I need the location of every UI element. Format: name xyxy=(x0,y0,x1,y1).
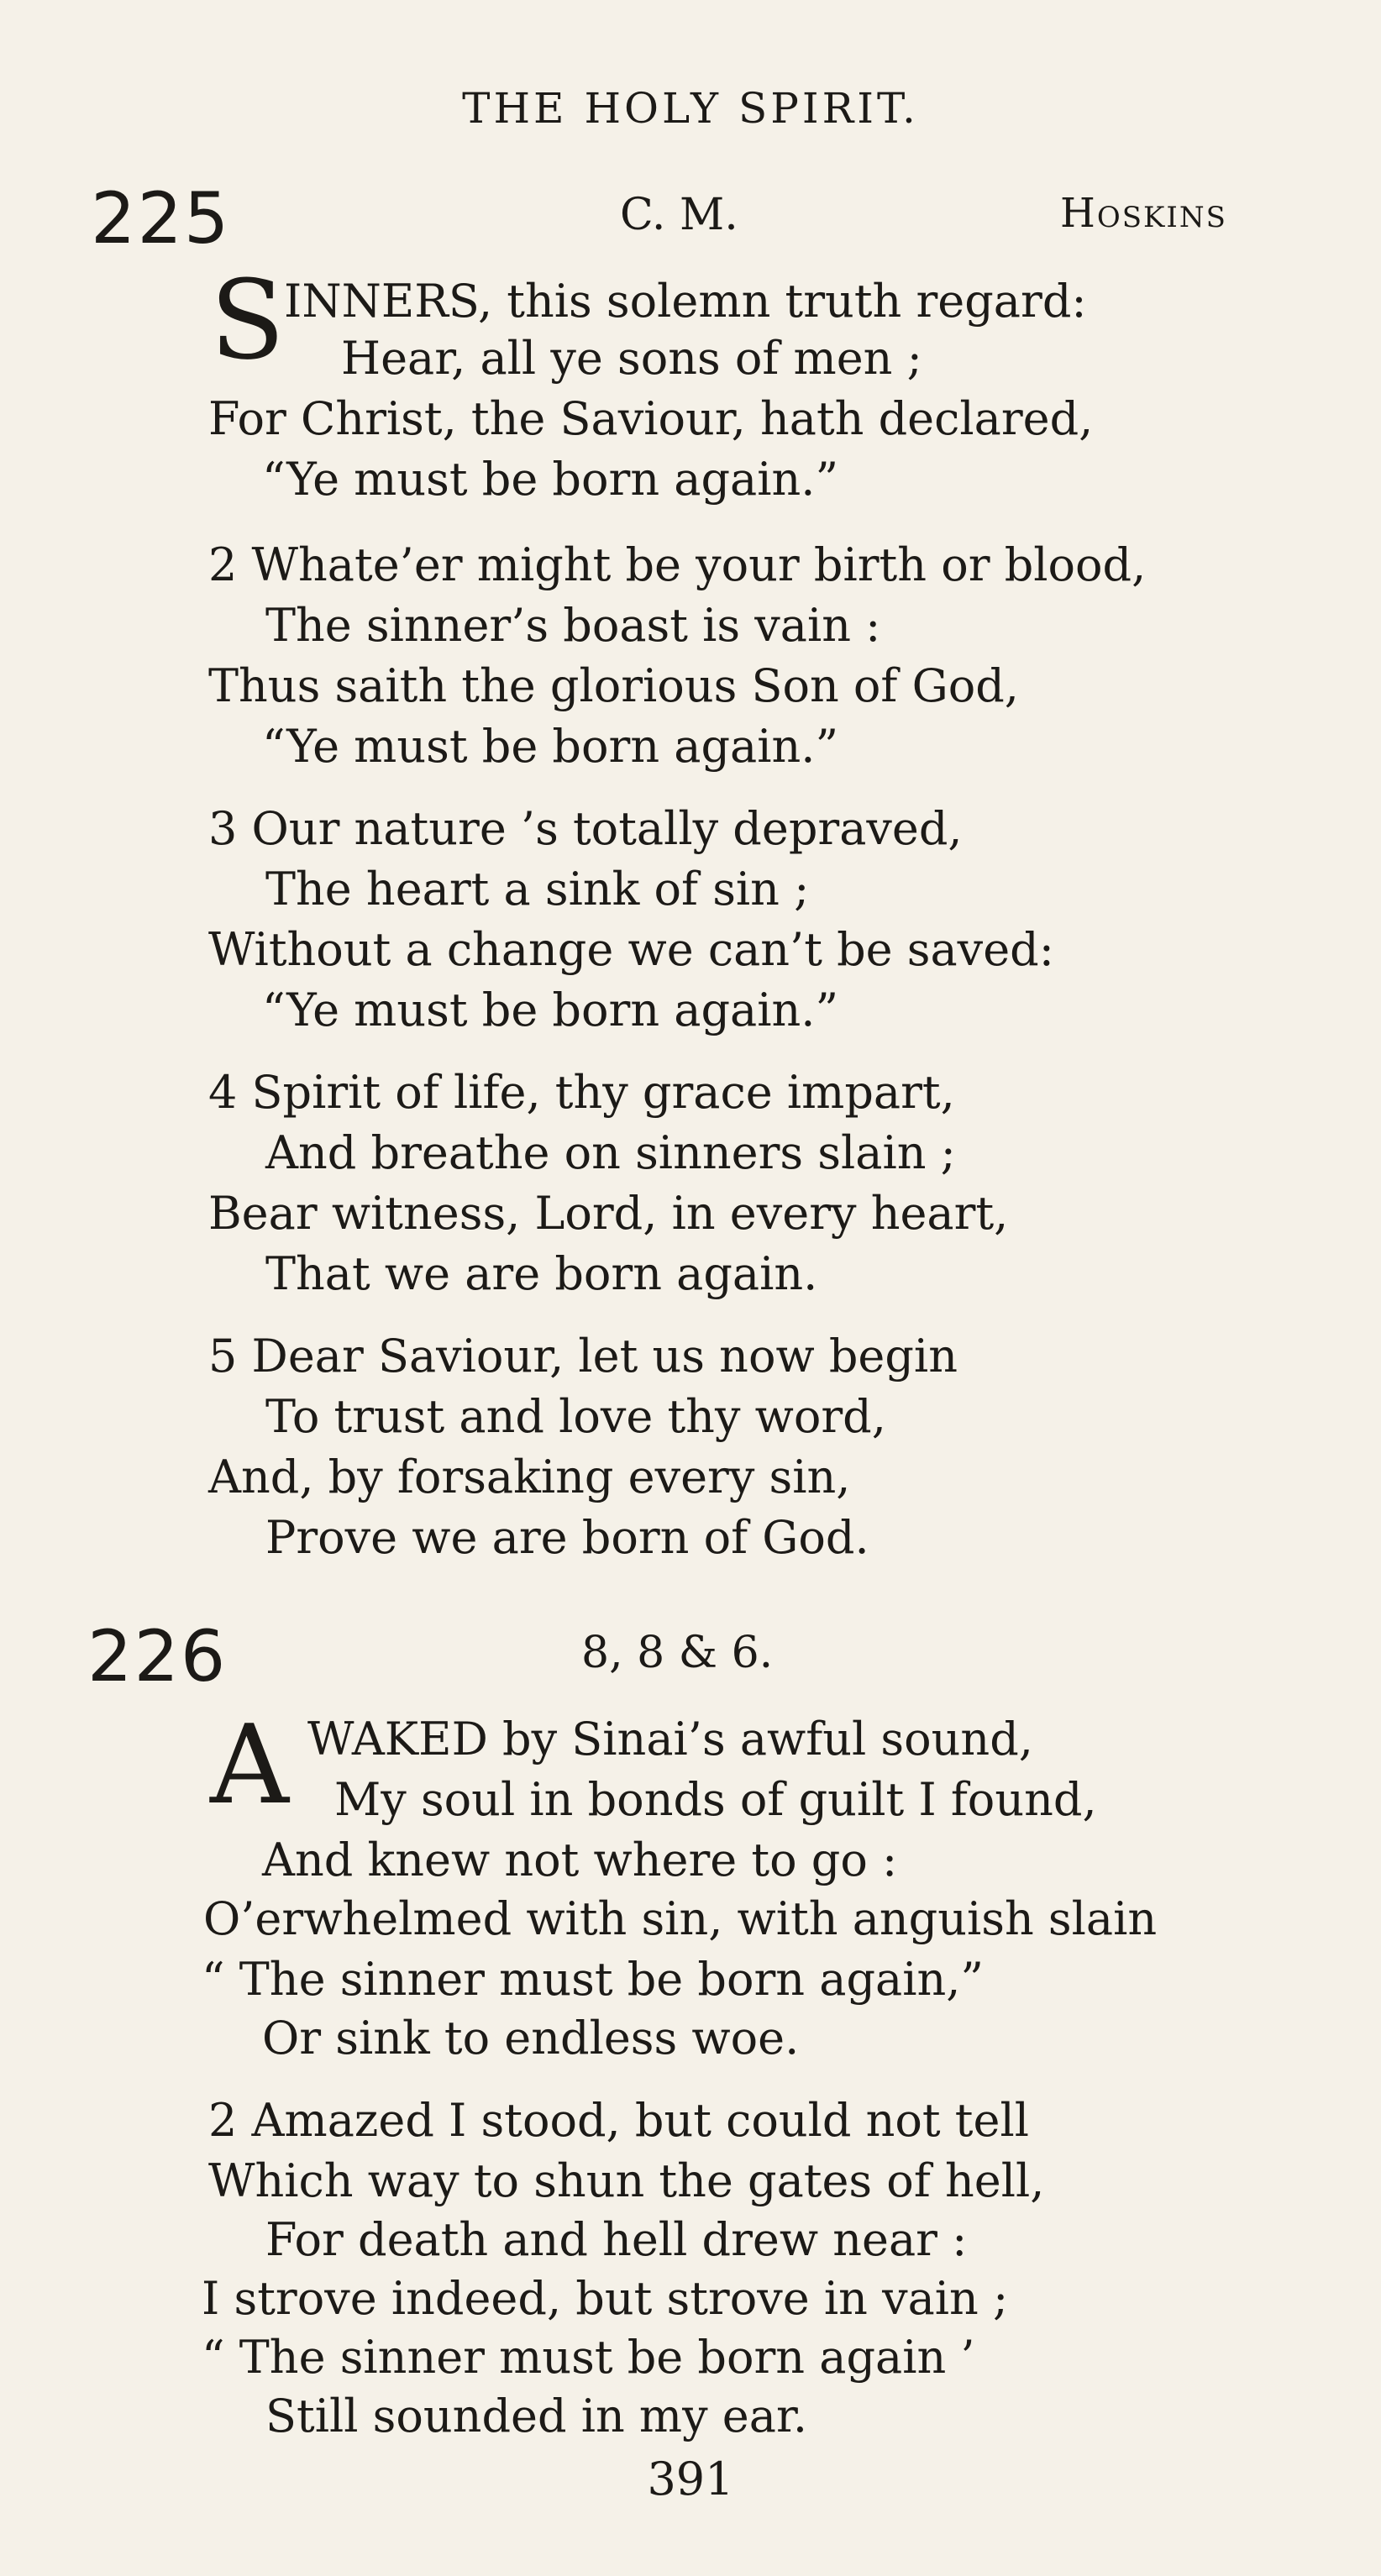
hymn-226-stanza-2-line: I strove indeed, but strove in vain ; xyxy=(202,2272,1009,2325)
hymn-225-first-line: INNERS, this solemn truth regard: xyxy=(284,275,1087,328)
hymn-225-stanza-4-line: Bear witness, Lord, in every heart, xyxy=(208,1187,1009,1240)
hymn-225-stanza-3-line: The heart a sink of sin ; xyxy=(265,863,810,916)
hymn-226-stanza-2-line: “ The sinner must be born again ’ xyxy=(202,2331,975,2384)
hymn-226-line: O’erwhelmed with sin, with anguish slain xyxy=(203,1892,1158,1945)
hymn-226-stanza-2-line: For death and hell drew near : xyxy=(265,2213,968,2266)
hymn-226-meter: 8, 8 & 6. xyxy=(581,1628,774,1678)
hymn-225-meter: C. M. xyxy=(620,190,738,240)
hymn-225-stanza-2-line: Thus saith the glorious Son of God, xyxy=(208,659,1019,712)
hymn-225-line: For Christ, the Saviour, hath declared, xyxy=(208,392,1094,445)
hymn-number-225: 225 xyxy=(91,177,231,260)
page-number: 391 xyxy=(647,2453,734,2505)
hymn-225-line: “Ye must be born again.” xyxy=(262,453,839,506)
hymn-225-stanza-5-line: 5 Dear Saviour, let us now begin xyxy=(208,1330,958,1382)
hymn-226-stanza-2-line: 2 Amazed I stood, but could not tell xyxy=(208,2094,1029,2147)
hymn-226-line: “ The sinner must be born again,” xyxy=(202,1953,985,2006)
hymn-225-tune: Hoskins xyxy=(1060,190,1227,237)
hymn-225-stanza-5-line: And, by forsaking every sin, xyxy=(208,1451,851,1503)
hymn-225-line: Hear, all ye sons of men ; xyxy=(341,332,922,385)
hymn-226-stanza-2-line: Still sounded in my ear. xyxy=(265,2390,807,2442)
hymn-226-first-line: WAKED by Sinai’s awful sound, xyxy=(307,1713,1033,1765)
hymn-226-line: My soul in bonds of guilt I found, xyxy=(334,1773,1097,1826)
hymn-225-stanza-5-line: To trust and love thy word, xyxy=(265,1390,886,1443)
hymn-226-dropcap: A xyxy=(210,1701,289,1828)
hymn-225-stanza-2-line: 2 Whate’er might be your birth or blood, xyxy=(208,538,1147,591)
hymn-225-stanza-3-line: “Ye must be born again.” xyxy=(262,984,839,1036)
hymn-225-stanza-4-line: That we are born again. xyxy=(265,1247,818,1300)
hymn-225-stanza-3-line: 3 Our nature ’s totally depraved, xyxy=(208,802,963,855)
hymn-226-line: And knew not where to go : xyxy=(262,1834,898,1886)
hymn-226-stanza-2-line: Which way to shun the gates of hell, xyxy=(208,2154,1045,2207)
hymn-225-stanza-4-line: 4 Spirit of life, thy grace impart, xyxy=(208,1066,955,1119)
hymn-225-stanza-4-line: And breathe on sinners slain ; xyxy=(265,1126,956,1179)
hymn-225-stanza-3-line: Without a change we can’t be saved: xyxy=(208,923,1054,976)
hymn-225-stanza-5-line: Prove we are born of God. xyxy=(265,1511,869,1564)
hymn-225-stanza-2-line: “Ye must be born again.” xyxy=(262,720,839,773)
hymn-225-dropcap: S xyxy=(210,256,286,384)
hymn-225-stanza-2-line: The sinner’s boast is vain : xyxy=(265,599,881,652)
hymn-number-226: 226 xyxy=(87,1615,228,1697)
running-head: THE HOLY SPIRIT. xyxy=(462,84,919,133)
hymn-226-line: Or sink to endless woe. xyxy=(262,2012,800,2064)
